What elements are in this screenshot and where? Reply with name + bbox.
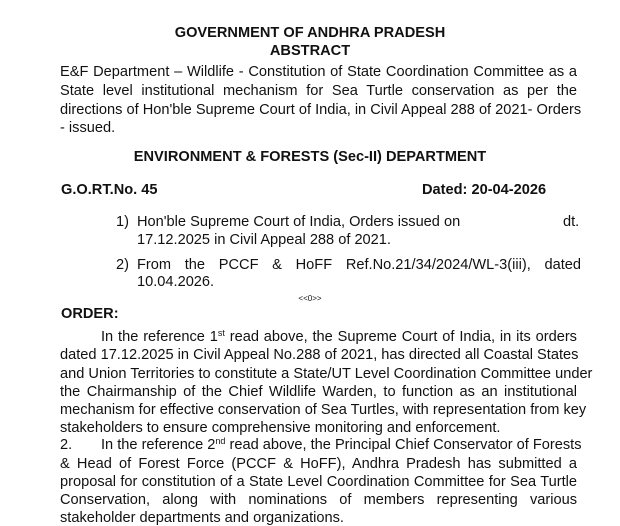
ref-text: 17.12.2025 in Civil Appeal 288 of 2021. — [137, 232, 391, 248]
ref-text: 10.04.2026. — [137, 274, 215, 290]
ref-number: 2) — [116, 257, 129, 273]
para-number: 2. — [60, 437, 73, 453]
text: read above, the Supreme Court of India, in its orders — [224, 329, 577, 345]
government-title: GOVERNMENT OF ANDHRA PRADESH — [174, 25, 446, 41]
separator: <<0>> — [298, 294, 322, 303]
para-line: the Chairmanship of the Chief Wildlife Warden, to function as an institutional — [60, 384, 577, 400]
para-line: mechanism for effective conservation of Sea Turtles, with representation from key — [60, 402, 587, 418]
para-line: stakeholder departments and organizations. — [60, 510, 344, 526]
go-number: G.O.RT.No. 45 — [61, 182, 158, 198]
para-line: & Head of Forest Force (PCCF & HoFF), Andhra Pradesh has submitted a — [60, 456, 577, 472]
para-line: Conservation, along with nominations of members representing various — [60, 492, 577, 508]
ref-text: dt. — [563, 214, 580, 230]
department-heading: ENVIRONMENT & FORESTS (Sec-II) DEPARTMENT — [133, 149, 487, 165]
subject-line: - issued. — [60, 120, 116, 136]
para-line — [101, 329, 577, 345]
subject-line: State level institutional mechanism for Sea Turtle conservation as per the — [60, 83, 577, 99]
text: In the reference 2 — [101, 437, 216, 453]
go-date: Dated: 20-04-2026 — [422, 182, 547, 198]
text: read above, the Principal Chief Conservator of Forests — [225, 437, 582, 453]
para-line: and Union Territories to constitute a State/UT Level Coordination Committee under — [60, 366, 593, 382]
order-heading: ORDER: — [61, 306, 119, 322]
subject-line: E&F Department – Wildlife - Constitution of State Coordination Committee as a — [60, 64, 577, 80]
ref-text: From the PCCF & HoFF Ref.No.21/34/2024/WL-3(iii), dated — [137, 257, 581, 273]
subject-line: directions of Hon'ble Supreme Court of India, in Civil Appeal 288 of 2021- Orders — [60, 102, 582, 118]
abstract-title: ABSTRACT — [269, 43, 351, 59]
superscript: nd — [215, 436, 226, 446]
para-line: stakeholders to ensure comprehensive monitoring and enforcement. — [60, 420, 501, 436]
superscript: st — [217, 328, 225, 338]
ref-text: Hon'ble Supreme Court of India, Orders issued on — [137, 214, 461, 230]
para-line: proposal for constitution of a State Level Coordination Committee for Sea Turtle — [60, 474, 577, 490]
para-line — [101, 436, 582, 453]
text: In the reference 1 — [101, 329, 218, 345]
ref-number: 1) — [116, 214, 129, 230]
para-line: dated 17.12.2025 in Civil Appeal No.288 of 2021, has directed all Coastal States — [60, 347, 579, 363]
